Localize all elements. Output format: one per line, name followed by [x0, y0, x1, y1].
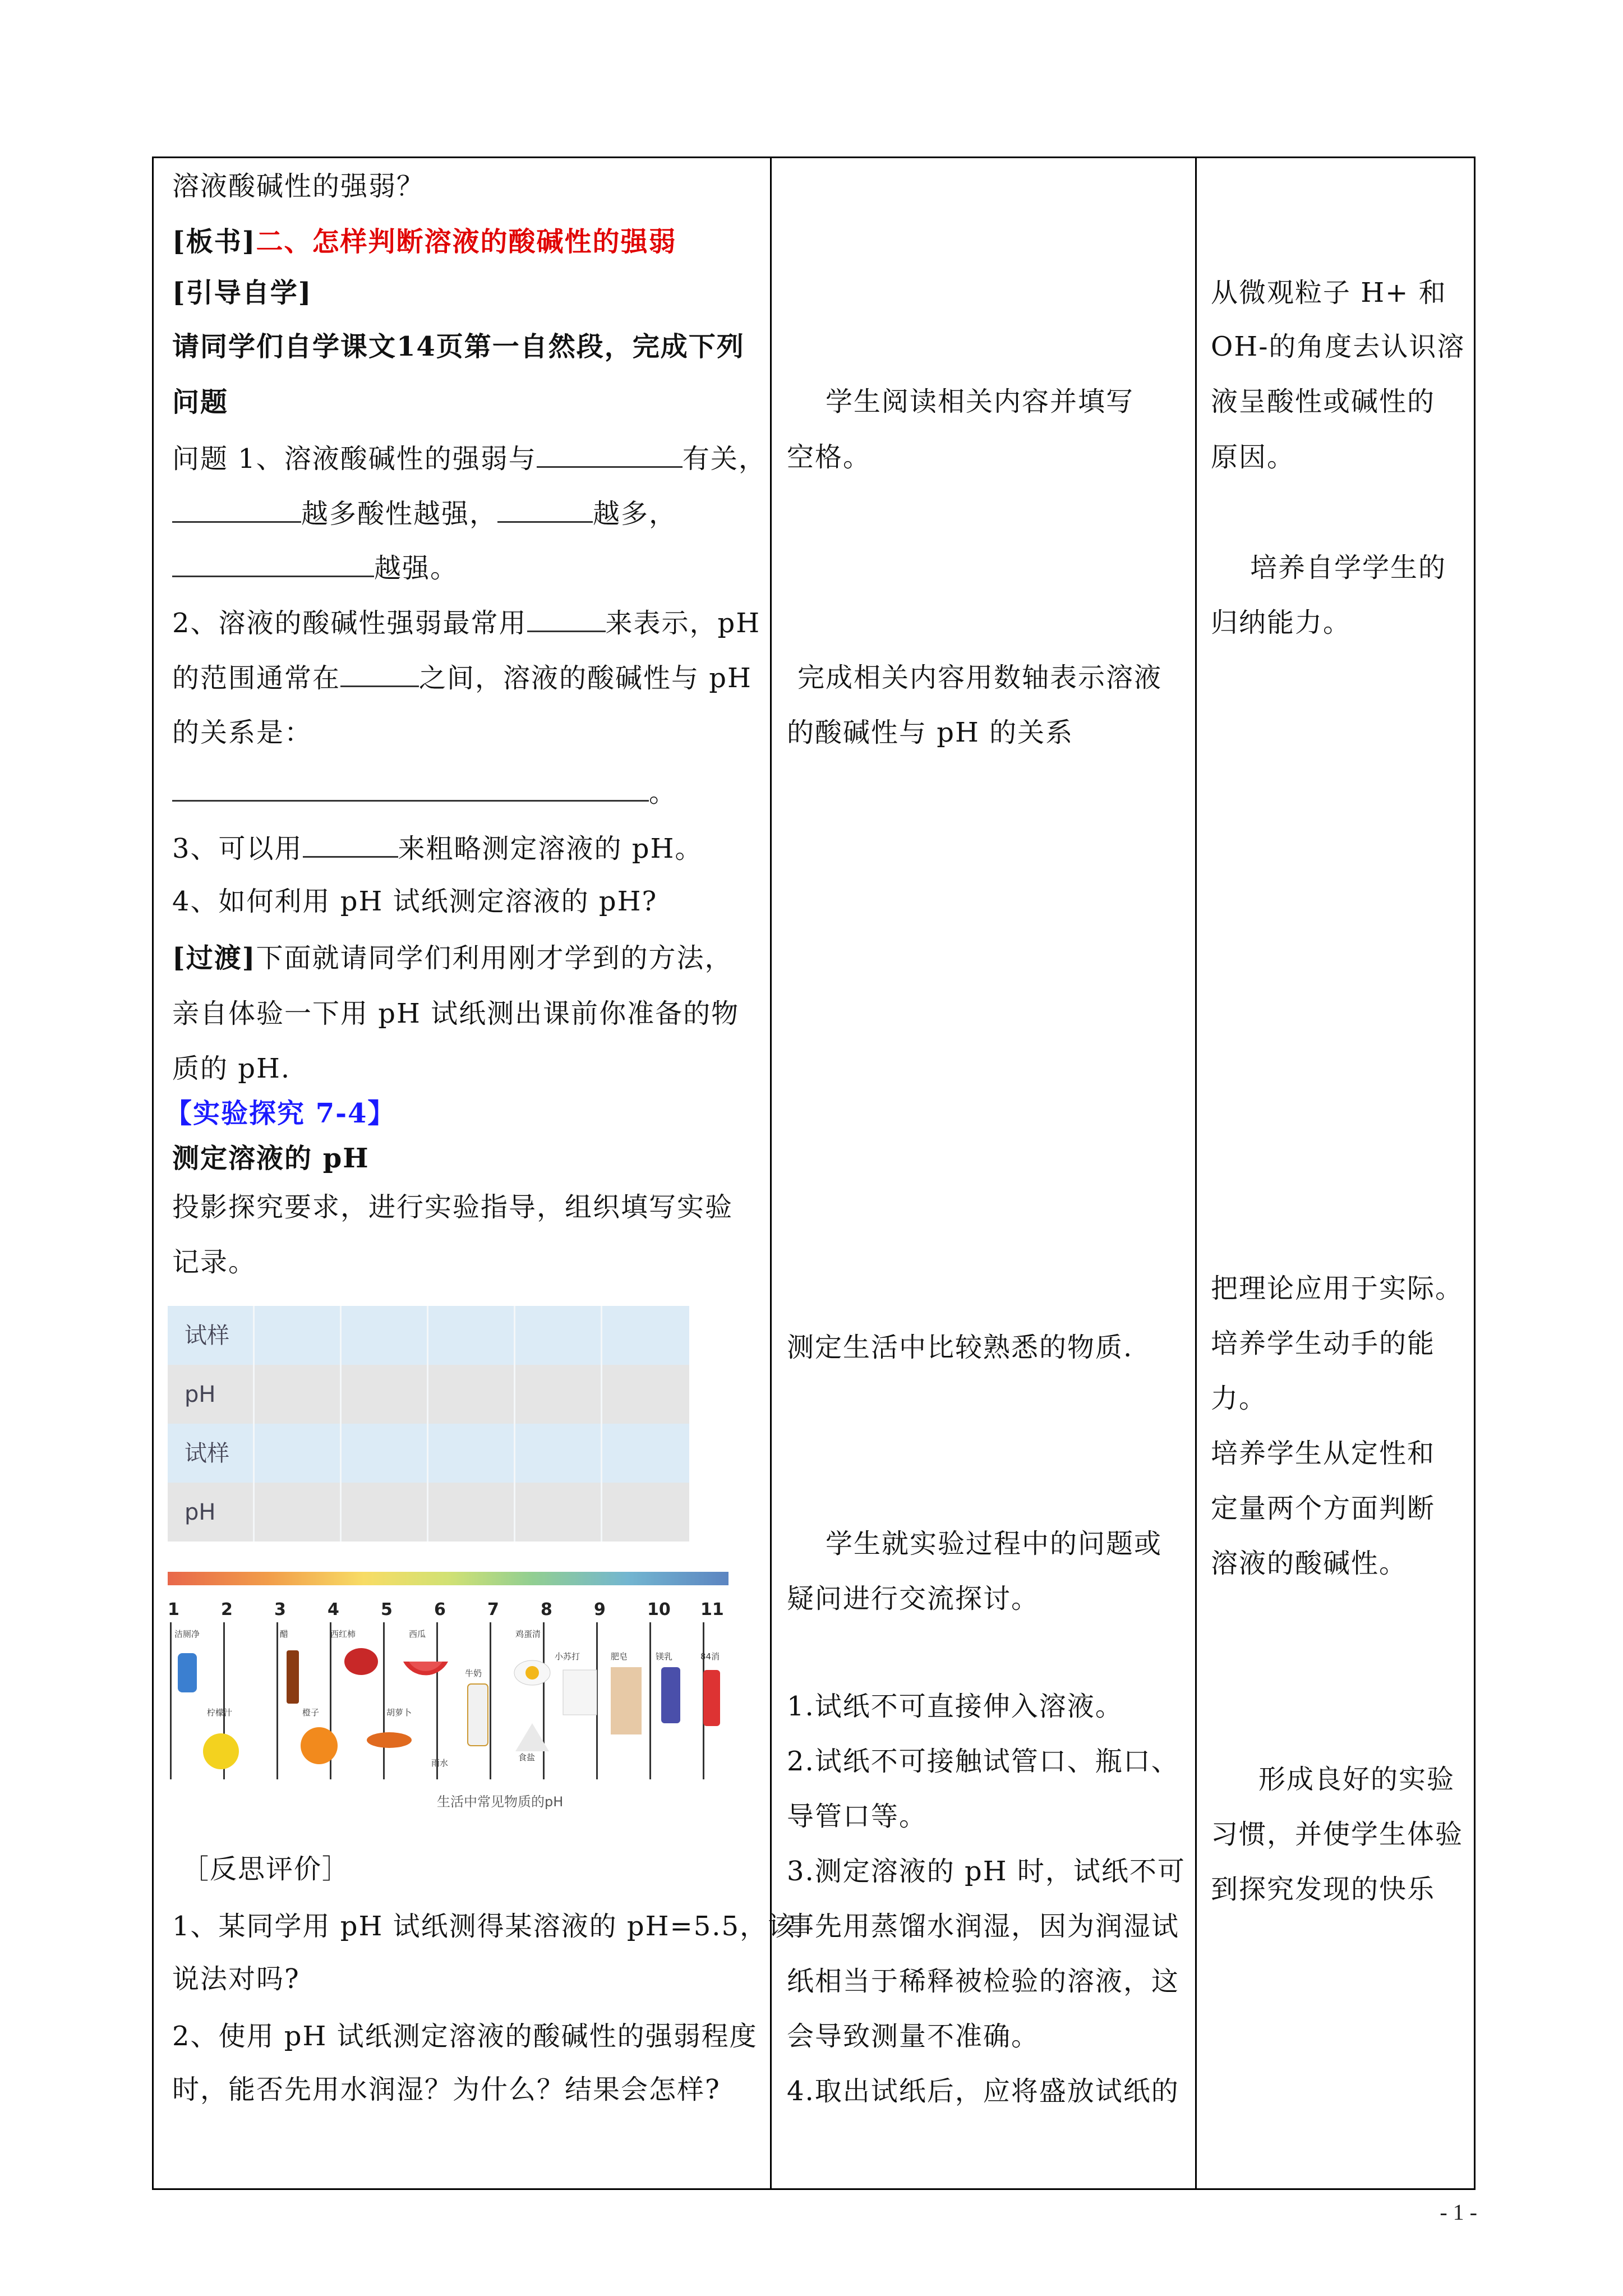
reflection-question-1: 1、某同学用 pH 试纸测得某溶液的 pH=5.5，该	[172, 1911, 796, 1942]
caution-2: 2.试纸不可接触试管口、瓶口、	[787, 1746, 1179, 1777]
text-line: OH-的角度去认识溶	[1211, 331, 1465, 362]
section-label: [引导自学]	[172, 277, 312, 309]
text-line: 导管口等。	[787, 1801, 928, 1832]
question-4: 4、如何利用 pH 试纸测定溶液的 pH?	[172, 886, 658, 917]
text-line: 完成相关内容用数轴表示溶液	[797, 662, 1163, 693]
text-line: 时，能否先用水润湿？为什么？结果会怎样?	[172, 2074, 721, 2105]
text-line: 问题	[172, 386, 229, 418]
substance-label: 镁乳	[656, 1651, 673, 1662]
substance-pictures	[168, 1572, 728, 1796]
text-line: 说法对吗?	[172, 1963, 300, 1995]
ph-number: 7	[487, 1600, 499, 1619]
text-line: 质的 pH.	[172, 1053, 291, 1084]
caution-3: 3.测定溶液的 pH 时，试纸不可	[787, 1856, 1186, 1887]
text-line: 的酸碱性与 pH 的关系	[787, 717, 1074, 748]
row-label: 试样	[185, 1323, 229, 1349]
text-line: 原因。	[1211, 441, 1295, 473]
text-line: 投影探究要求，进行实验指导，组织填写实验	[172, 1191, 734, 1223]
table-row	[168, 1365, 689, 1424]
text-line: 记录。	[172, 1246, 257, 1278]
ph-number: 3	[274, 1600, 286, 1619]
question-1-cont: 越强。	[172, 551, 458, 585]
text-line: 把理论应用于实际。	[1211, 1273, 1464, 1304]
substance-label: 雨水	[431, 1758, 449, 1768]
text-line: 疑问进行交流探讨。	[787, 1583, 1040, 1614]
text-line: 请同学们自学课文14页第一自然段，完成下列	[172, 331, 745, 362]
question-2-cont: 的关系是：	[172, 717, 313, 748]
student-activity-column	[772, 158, 1195, 2188]
ph-number: 9	[594, 1600, 606, 1619]
ph-number: 4	[328, 1600, 339, 1619]
substance-label: 胡萝卜	[386, 1708, 412, 1718]
substance-label: 牛奶	[465, 1668, 482, 1678]
text-line: 事先用蒸馏水润湿，因为润湿试	[787, 1911, 1180, 1942]
text-line: 溶液酸碱性的强弱？	[172, 171, 425, 202]
experiment-title: 测定溶液的 pH	[172, 1143, 370, 1174]
ph-number: 6	[434, 1600, 446, 1619]
text-line: 归纳能力。	[1211, 607, 1352, 638]
substance-label: 小苏打	[555, 1651, 580, 1662]
substance-label: 醋	[280, 1629, 289, 1639]
transition: [过渡]下面就请同学们利用刚才学到的方法，	[172, 942, 733, 974]
substance-label: 橙子	[302, 1708, 320, 1718]
row-label: pH	[185, 1499, 216, 1525]
text-line: 习惯，并使学生体验	[1211, 1819, 1464, 1850]
substance-label: 西瓜	[409, 1629, 426, 1639]
question-1: 问题 1、溶液酸碱性的强弱与 有关，	[172, 441, 767, 476]
answer-blank: 。	[172, 775, 677, 809]
text-line: 从微观粒子 H+ 和	[1211, 277, 1447, 309]
ph-number: 8	[541, 1600, 552, 1619]
question-3: 3、可以用 来粗略测定溶液的 pH。	[172, 831, 703, 866]
reflection-heading: ［反思评价］	[182, 1853, 351, 1885]
ph-number: 2	[221, 1600, 233, 1619]
row-label: 试样	[185, 1441, 229, 1466]
table-row	[168, 1424, 689, 1483]
row-label: pH	[185, 1382, 216, 1407]
ph-scale-figure	[168, 1572, 728, 1824]
question-2-cont: 的范围通常在 之间，溶液的酸碱性与 pH	[172, 661, 752, 695]
substance-label: 84消	[700, 1651, 720, 1662]
substance-label: 鸡蛋清	[515, 1629, 541, 1639]
experiment-heading: 【实验探究 7-4】	[165, 1098, 396, 1129]
text-line: 测定生活中比较熟悉的物质.	[787, 1332, 1133, 1363]
reflection-question-2: 2、使用 pH 试纸测定溶液的酸碱性的强弱程度	[172, 2021, 758, 2052]
design-intent-column	[1197, 158, 1476, 2188]
text-line: 力。	[1211, 1383, 1267, 1414]
figure-caption: 生活中常见物质的pH	[437, 1794, 564, 1810]
text-line: 学生就实验过程中的问题或	[826, 1528, 1163, 1559]
text-line: 亲自体验一下用 pH 试纸测出课前你准备的物	[172, 998, 740, 1029]
substance-label: 西红柿	[330, 1629, 356, 1639]
text-line: 到探究发现的快乐	[1211, 1874, 1436, 1905]
ph-number: 10	[647, 1600, 671, 1619]
board-heading: [板书]二、怎样判断溶液的酸碱性的强弱	[172, 226, 677, 257]
ph-number: 1	[168, 1600, 179, 1619]
text-line: 会导致测量不准确。	[787, 2021, 1040, 2052]
text-line: 液呈酸性或碱性的	[1211, 386, 1436, 417]
text-line: 定量两个方面判断	[1211, 1493, 1436, 1524]
question-1-cont: 越多酸性越强， 越多，	[172, 496, 677, 531]
table-row	[168, 1483, 689, 1542]
page-number: - 1 -	[1440, 2200, 1477, 2225]
substance-label: 食盐	[518, 1752, 536, 1763]
substance-label: 柠檬汁	[207, 1708, 233, 1718]
ph-number: 5	[381, 1600, 393, 1619]
substance-label: 洁厕净	[174, 1629, 200, 1639]
substance-label: 肥皂	[611, 1651, 628, 1662]
table-row	[168, 1306, 689, 1365]
text-line: 溶液的酸碱性。	[1211, 1548, 1408, 1579]
text-line: 培养学生从定性和	[1211, 1438, 1436, 1469]
caution-4: 4.取出试纸后，应将盛放试纸的	[787, 2076, 1179, 2107]
text-line: 培养学生动手的能	[1211, 1328, 1436, 1359]
ph-number: 11	[700, 1600, 724, 1619]
caution-1: 1.试纸不可直接伸入溶液。	[787, 1691, 1123, 1722]
experiment-record-table	[168, 1306, 689, 1542]
text-line: 培养自学学生的	[1250, 552, 1447, 583]
question-2: 2、溶液的酸碱性强弱最常用 来表示，pH	[172, 606, 760, 640]
text-line: 空格。	[787, 441, 872, 473]
lesson-plan-table	[152, 157, 1476, 2190]
text-line: 形成良好的实验	[1258, 1764, 1455, 1795]
teacher-activity-column	[154, 158, 796, 2188]
text-line: 学生阅读相关内容并填写	[826, 386, 1135, 417]
text-line: 纸相当于稀释被检验的溶液，这	[787, 1966, 1180, 1997]
